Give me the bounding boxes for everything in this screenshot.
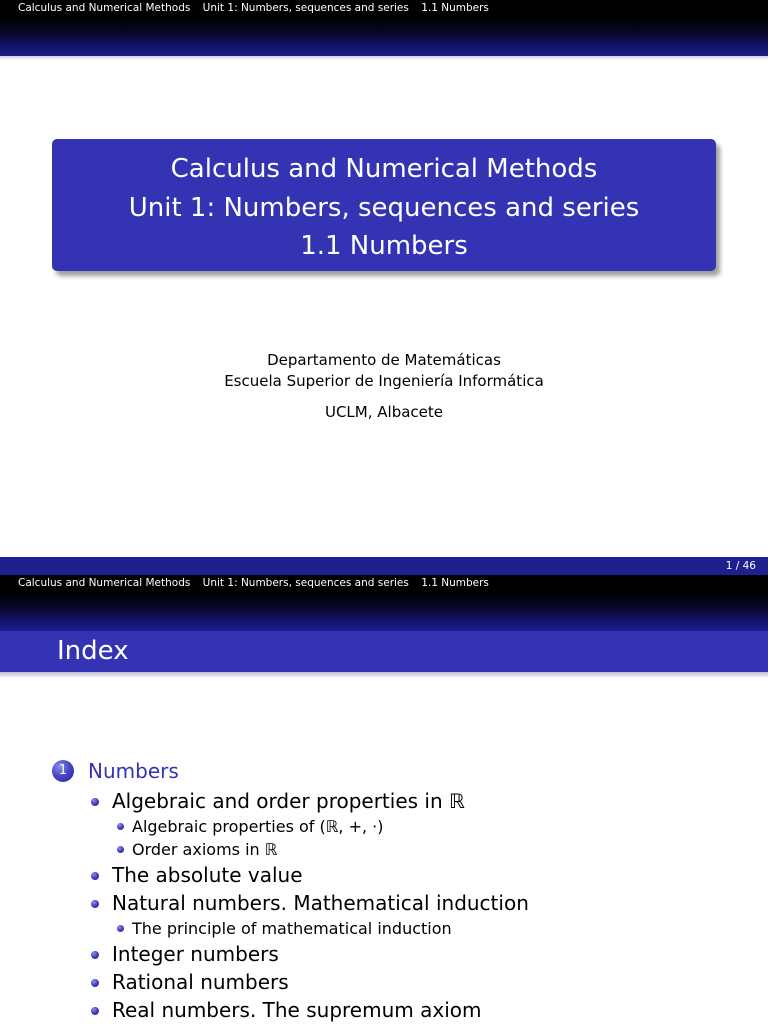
subsubsection-label[interactable]: The principle of mathematical induction xyxy=(132,919,452,938)
university-name: UCLM, Albacete xyxy=(324,403,443,421)
headline-title: Calculus and Numerical Methods xyxy=(18,2,191,14)
headline-unit: Unit 1: Numbers, sequences and series xyxy=(202,577,409,589)
bullet-icon xyxy=(91,872,99,880)
bullet-icon xyxy=(91,798,99,806)
table-of-contents xyxy=(0,755,768,1024)
page-number: 1 / 46 xyxy=(725,560,756,572)
toc-subsection[interactable] xyxy=(0,996,768,1024)
subsection-label[interactable]: Algebraic and order properties in ℝ xyxy=(112,789,465,813)
bullet-icon xyxy=(91,979,99,987)
slide-headline xyxy=(0,0,768,16)
title-line-course: Calculus and Numerical Methods xyxy=(170,154,598,184)
toc-subsection[interactable] xyxy=(0,861,768,889)
toc-subsection[interactable] xyxy=(0,787,768,815)
department-name: Departamento de Matemáticas xyxy=(267,351,501,369)
headline-section: 1.1 Numbers xyxy=(421,577,489,589)
bullet-icon xyxy=(91,1007,99,1015)
slide-footer xyxy=(0,557,768,575)
bullet-icon xyxy=(117,823,124,830)
toc-section[interactable] xyxy=(0,755,768,787)
subsection-label[interactable]: Rational numbers xyxy=(112,970,289,994)
subsubsection-label[interactable]: Algebraic properties of (ℝ, +, ·) xyxy=(132,817,384,836)
section-number-ball: 1 xyxy=(52,760,74,782)
subsubsection-label[interactable]: Order axioms in ℝ xyxy=(132,840,278,859)
toc-subsection[interactable] xyxy=(0,889,768,917)
headline-shadow xyxy=(0,56,768,60)
headline-unit: Unit 1: Numbers, sequences and series xyxy=(202,2,409,14)
subsection-label[interactable]: The absolute value xyxy=(112,863,303,887)
title-line-section: 1.1 Numbers xyxy=(300,231,468,261)
bullet-icon xyxy=(117,846,124,853)
toc-subsection[interactable] xyxy=(0,940,768,968)
headline-section: 1.1 Numbers xyxy=(421,2,489,14)
toc-subsection[interactable] xyxy=(0,968,768,996)
subsection-label[interactable]: Real numbers. The supremum axiom xyxy=(112,998,482,1022)
title-block xyxy=(52,139,716,271)
toc-subsubsection[interactable] xyxy=(0,838,768,861)
slide-index xyxy=(0,575,768,1024)
subsection-label[interactable]: Integer numbers xyxy=(112,942,279,966)
institute-block xyxy=(0,350,768,392)
title-line-unit: Unit 1: Numbers, sequences and series xyxy=(128,192,640,223)
headline-gradient-bar xyxy=(0,591,768,631)
school-name: Escuela Superior de Ingeniería Informática xyxy=(224,372,544,390)
section-label[interactable]: Numbers xyxy=(88,759,179,783)
frame-title-shadow xyxy=(0,672,768,678)
bullet-icon xyxy=(117,925,124,932)
headline-title: Calculus and Numerical Methods xyxy=(18,577,191,589)
bullet-icon xyxy=(91,900,99,908)
subsection-label[interactable]: Natural numbers. Mathematical induction xyxy=(112,891,529,915)
slide-headline xyxy=(0,575,768,591)
frame-title: Index xyxy=(0,631,768,672)
toc-subsubsection[interactable] xyxy=(0,917,768,940)
toc-subsubsection[interactable] xyxy=(0,815,768,838)
headline-gradient-bar xyxy=(0,16,768,56)
bullet-icon xyxy=(91,951,99,959)
